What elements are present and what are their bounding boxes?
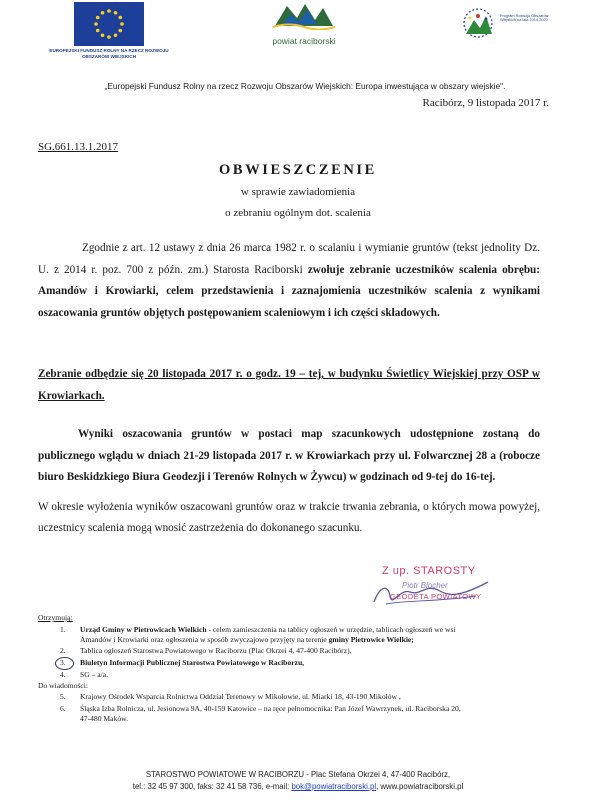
eu-star <box>120 22 124 26</box>
stamp-name: Piotr Blocher <box>402 581 448 590</box>
eu-star <box>114 11 118 15</box>
powiat-logo-caption: powiat raciborski <box>272 36 336 46</box>
footer-email-link[interactable]: bok@powiatraciborski.pl <box>291 782 377 791</box>
eu-logo <box>48 2 170 59</box>
document-subtitle-line-2: o zebraniu ogólnym dot. scalenia <box>225 207 371 219</box>
prow-star-logo-icon <box>456 6 500 40</box>
eu-logo-caption: EUROPEJSKI FUNDUSZ ROLNY NA RZECZ ROZWOJU OBSZARÓW WIEJSKICH <box>49 48 169 59</box>
recipient-text: Biuletyn Informacji Publicznej Starostwa Powiatowego w Raciborzu, <box>80 658 305 667</box>
eu-star <box>118 16 122 20</box>
prow-logo-caption: Program Rozwoju Obszarów Wiejskich na lata 2014-2020 <box>500 14 549 23</box>
recipients-label: Otrzymują: <box>38 613 73 622</box>
info-recipient-number: 5. <box>60 692 66 701</box>
recipient-bold-lead: Urząd Gminy w Pietrowicach Wielkich <box>80 625 207 634</box>
document-title: OBWIESZCZENIE <box>219 162 377 178</box>
paragraph-meeting-date: Zebranie odbędzie się 20 listopada 2017 r. o godz. 19 – tej, w budynku Świetlicy Wiejskiej przy OSP w Krowiarkach. <box>38 368 540 402</box>
prow-logo <box>456 6 556 45</box>
recipient-number: 3. <box>60 658 66 667</box>
recipient-text: Tablica ogłoszeń Starostwa Powiatowego w Raciborzu (Plac Okrzei 4, 47-400 Racibórz), <box>80 646 352 655</box>
footer-phone-fax: tel.: 32 45 97 300, faks: 32 41 58 736, e-mail: <box>132 782 292 791</box>
paragraph-legal-basis-text: Zgodnie z art. 12 ustawy z dnia 26 marca 1982 r. o scalaniu i wymianie gruntów (tekst jednolity Dz. U. z 2014 r. poz. 700 z późn. zm.) Starosta Raciborski <box>38 242 540 276</box>
powiat-raciborski-logo <box>254 0 354 46</box>
eu-star <box>101 11 105 15</box>
stamp-role: GEODETA POWIATOWY <box>390 592 482 601</box>
eu-flag-icon <box>74 2 144 46</box>
case-number: SG.661.13.1.2017 <box>38 141 119 153</box>
stamp-authority-line: Z up. STAROSTY <box>382 565 476 577</box>
recipient-rest: - celem zamieszczenia na tablicy ogłoszeń w urzędzie, tablicach ogłoszeń we wsi <box>206 625 456 634</box>
eu-star <box>101 33 105 37</box>
footer-website: , www.powiatraciborski.pl <box>376 782 464 791</box>
eu-star <box>107 9 111 13</box>
for-information-label: Do wiadomości: <box>38 681 88 690</box>
recipient-number: 1. <box>60 625 66 634</box>
handwritten-signature <box>366 578 496 610</box>
eu-star <box>96 29 100 33</box>
recipient-number: 2. <box>60 646 66 655</box>
paragraph-results-display: Wyniki oszacowania gruntów w postaci map szacunkowych udostępnione zostaną do publicznego wglądu w dniach 21-29 listopada 2017 r. w Krowiarkach przy ul. Folwarcznej 28 a (robocze biuro Beskidzkiego Biura Geodezji i Terenów Rolnych w Żywcu) w godzinach od 9-tej do 16-tej. <box>38 428 540 483</box>
place-and-date: Racibórz, 9 listopada 2017 r. <box>422 97 549 109</box>
recipient-text: SG – a/a. <box>80 670 109 679</box>
recipient-text-line-2 <box>80 635 558 644</box>
paragraph-legal-basis <box>38 238 540 324</box>
info-recipient-number: 6. <box>60 704 66 713</box>
recipient-line-2-bold: gminy Pietrowice Wielkie; <box>328 635 414 644</box>
eu-star <box>96 16 100 20</box>
recipient-text <box>80 625 558 634</box>
powiat-raciborski-icon <box>269 0 339 30</box>
eu-star <box>107 35 111 39</box>
recipient-number: 4. <box>60 670 66 679</box>
eu-star <box>114 33 118 37</box>
eu-star <box>118 29 122 33</box>
footer-contact <box>0 782 596 791</box>
document-subtitle-line-1: w sprawie zawiadomienia <box>240 186 356 198</box>
info-recipient-text: Śląska Izba Rolnicza, ul. Jesionowa 9A, 40-159 Katowice – na ręce pełnomocnika: Pan Józef Wawrzynek, ul. Raciborska 20, <box>80 704 461 713</box>
footer-address: STAROSTWO POWIATOWE W RACIBORZU - Plac Stefana Okrzei 4, 47-400 Racibórz, <box>145 770 451 779</box>
paragraph-objections: W okresie wyłożenia wyników oszacowani gruntów oraz w trakcie trwania zebrania, o których mowa powyżej, uczestnicy scalenia mogą wnosić zastrzeżenia do dokonanego szacunku. <box>38 501 540 534</box>
eu-star <box>94 22 98 26</box>
paragraph-legal-basis-bold: zwołuje zebranie uczestników scalenia obrębu: Amandów i Krowiarki, celem przedstawienia i zaznajomienia uczestników scalenia z wynikami oszacowania gruntów objętych postępowaniem scaleniowym i ich części składowych. <box>38 263 540 319</box>
eu-motto: „Europejski Fundusz Rolny na rzecz Rozwoju Obszarów Wiejskich: Europa inwestująca w obszary wiejskie". <box>104 81 506 91</box>
info-recipient-text-line-2: 47-480 Maków. <box>80 714 129 723</box>
recipient-line-2: Amandów i Krowiarki oraz ogłoszenia w sposób zwyczajowo przyjęty na terenie <box>80 635 329 644</box>
info-recipient-text: Krajowy Ośrodek Wsparcia Rolnictwa Oddział Terenowy w Mikołowie, ul. Miarki 18, 43-190 Mikołów , <box>80 692 401 701</box>
